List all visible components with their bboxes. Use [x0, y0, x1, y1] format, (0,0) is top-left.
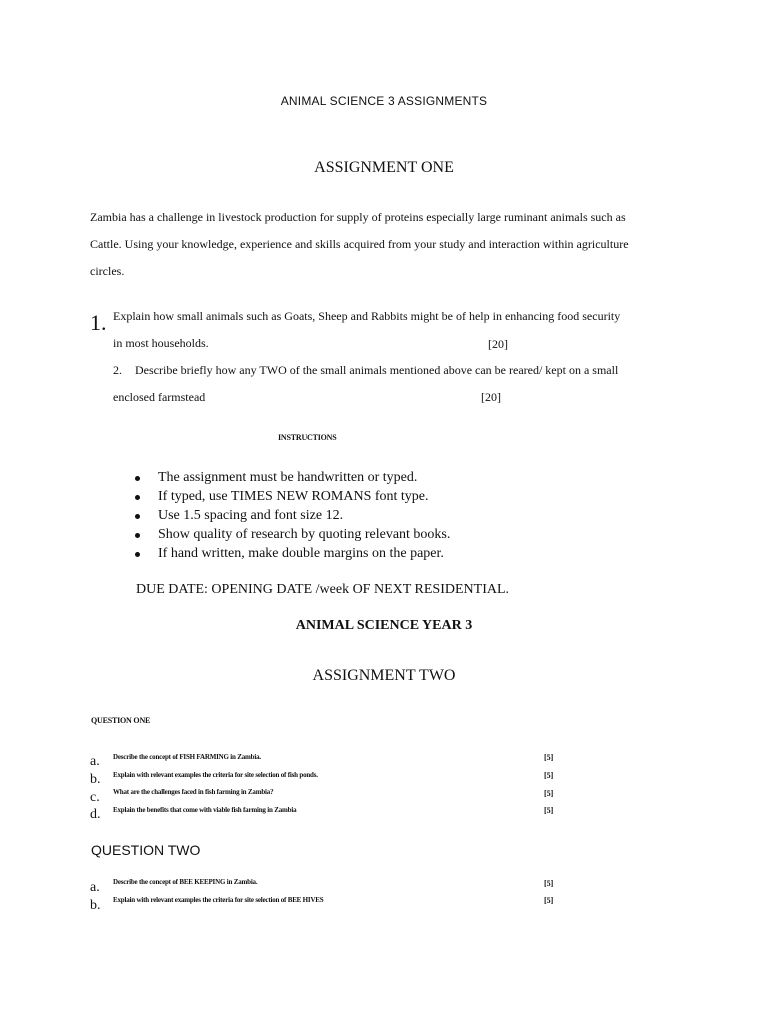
q1-item-d-marks: [5] — [544, 806, 554, 815]
q2-item-b-letter: b. — [90, 898, 101, 913]
question-2-number: 2. — [113, 363, 122, 377]
intro-line: Zambia has a challenge in livestock production for supply of proteins especially large ruminant animals such as — [90, 210, 626, 224]
question-1-text — [113, 303, 693, 357]
question-two-label: QUESTION TWO — [91, 842, 201, 858]
question-1-number: 1. — [90, 310, 107, 335]
q1-item-a-letter: a. — [90, 754, 100, 769]
instruction-item: If hand written, make double margins on the paper. — [130, 544, 450, 563]
q1-item-b-text: Explain with relevant examples the criteria for site selection of fish ponds. — [113, 771, 318, 779]
instructions-label: INSTRUCTIONS — [278, 433, 337, 442]
instructions-list — [130, 468, 450, 563]
instruction-item: Show quality of research by quoting relevant books. — [130, 525, 450, 544]
question-1-marks: [20] — [488, 337, 508, 351]
q2-item-b-text: Explain with relevant examples the criteria for site selection of BEE HIVES — [113, 896, 324, 904]
instruction-item: The assignment must be handwritten or typed. — [130, 468, 450, 487]
instruction-item: If typed, use TIMES NEW ROMANS font type. — [130, 487, 450, 506]
q2-item-b-marks: [5] — [544, 896, 554, 905]
q1-item-a-marks: [5] — [544, 753, 554, 762]
question-1-line: in most households. — [113, 336, 209, 350]
q1-item-a-text: Describe the concept of FISH FARMING in Zambia. — [113, 753, 261, 761]
assignment-one-heading: ASSIGNMENT ONE — [314, 159, 454, 176]
q1-item-c-letter: c. — [90, 790, 100, 805]
intro-line: circles. — [90, 264, 125, 278]
question-1-line: Explain how small animals such as Goats, Sheep and Rabbits might be of help in enhancing food security — [113, 309, 621, 323]
q1-item-c-text: What are the challenges faced in fish farming in Zambia? — [113, 788, 274, 796]
q1-item-b-letter: b. — [90, 772, 101, 787]
assignment-two-heading: ASSIGNMENT TWO — [312, 667, 456, 684]
instruction-item: Use 1.5 spacing and font size 12. — [130, 506, 450, 525]
intro-line: Cattle. Using your knowledge, experience and skills acquired from your study and interaction within agriculture — [90, 237, 629, 251]
assignment-one-intro — [90, 204, 690, 285]
question-2-marks: [20] — [481, 390, 501, 404]
document-title: ANIMAL SCIENCE 3 ASSIGNMENTS — [280, 94, 488, 108]
q1-item-b-marks: [5] — [544, 771, 554, 780]
q1-item-d-letter: d. — [90, 807, 101, 822]
year-heading: ANIMAL SCIENCE YEAR 3 — [295, 618, 473, 633]
q1-item-d-text: Explain the benefits that come with viable fish farming in Zambia — [113, 806, 297, 814]
q2-item-a-text: Describe the concept of BEE KEEPING in Zambia. — [113, 878, 258, 886]
due-date: DUE DATE: OPENING DATE /week OF NEXT RESIDENTIAL. — [136, 582, 510, 597]
q2-item-a-marks: [5] — [544, 879, 554, 888]
q2-item-a-letter: a. — [90, 880, 100, 895]
question-2-line: enclosed farmstead — [113, 390, 206, 404]
question-one-label: QUESTION ONE — [91, 716, 151, 725]
q1-item-c-marks: [5] — [544, 789, 554, 798]
question-2-line: Describe briefly how any TWO of the small animals mentioned above can be reared/ kept on a small — [135, 363, 619, 377]
